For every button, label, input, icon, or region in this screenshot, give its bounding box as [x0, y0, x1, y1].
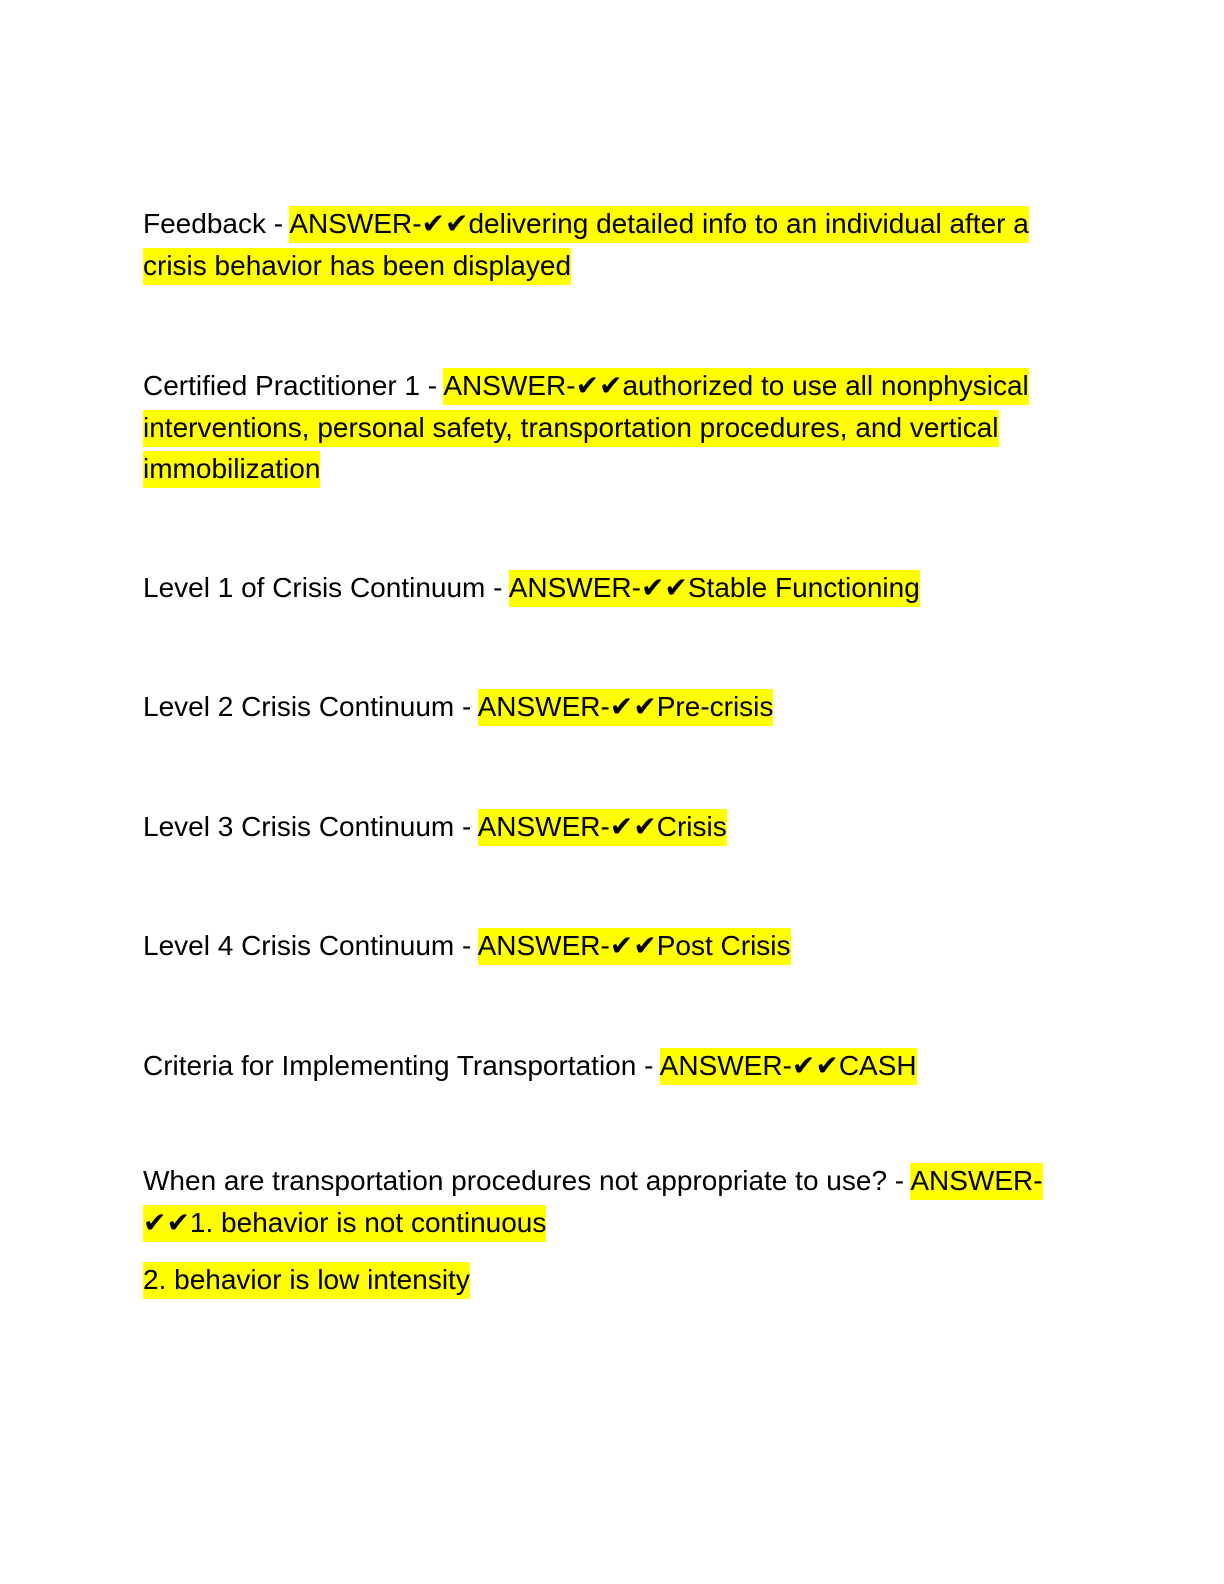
qa-entry-level-1 [143, 567, 1083, 609]
entry-answer-highlighted: 2. behavior is low intensity [143, 1262, 470, 1299]
entry-term: Level 4 Crisis Continuum - [143, 930, 478, 961]
entry-answer-highlighted: ANSWER-✔✔CASH [660, 1048, 917, 1085]
entry-answer-highlighted: ANSWER-✔✔Pre-crisis [478, 689, 774, 726]
entry-term: Criteria for Implementing Transportation - [143, 1050, 660, 1081]
qa-entry-certified-practitioner [143, 365, 1083, 490]
qa-entry-feedback [143, 203, 1083, 286]
entry-term: When are transportation procedures not appropriate to use? - [143, 1165, 911, 1196]
entry-answer-highlighted: ANSWER-✔✔delivering detailed info to an individual after a crisis behavior has been displayed [143, 206, 1029, 285]
entry-term: Level 3 Crisis Continuum - [143, 811, 478, 842]
entry-answer-highlighted: ANSWER-✔✔authorized to use all nonphysical interventions, personal safety, transportation procedures, and vertical immobilization [143, 368, 1029, 488]
entry-term: Certified Practitioner 1 - [143, 370, 444, 401]
entry-term: Level 2 Crisis Continuum - [143, 691, 478, 722]
entry-answer-highlighted: ANSWER-✔✔1. behavior is not continuous [143, 1163, 1043, 1242]
entry-answer-highlighted: ANSWER-✔✔Crisis [478, 809, 727, 846]
qa-entry-transportation-not-appropriate [143, 1160, 1083, 1301]
qa-entry-level-4 [143, 925, 1083, 967]
qa-entry-level-3 [143, 806, 1083, 848]
entry-term: Level 1 of Crisis Continuum - [143, 572, 509, 603]
entry-term: Feedback - [143, 208, 290, 239]
entry-answer-highlighted: ANSWER-✔✔Post Crisis [478, 928, 791, 965]
qa-entry-transportation-criteria [143, 1045, 1083, 1087]
entry-answer-highlighted: ANSWER-✔✔Stable Functioning [509, 570, 920, 607]
qa-entry-level-2 [143, 686, 1083, 728]
entry-answer-line-2 [143, 1259, 1083, 1301]
